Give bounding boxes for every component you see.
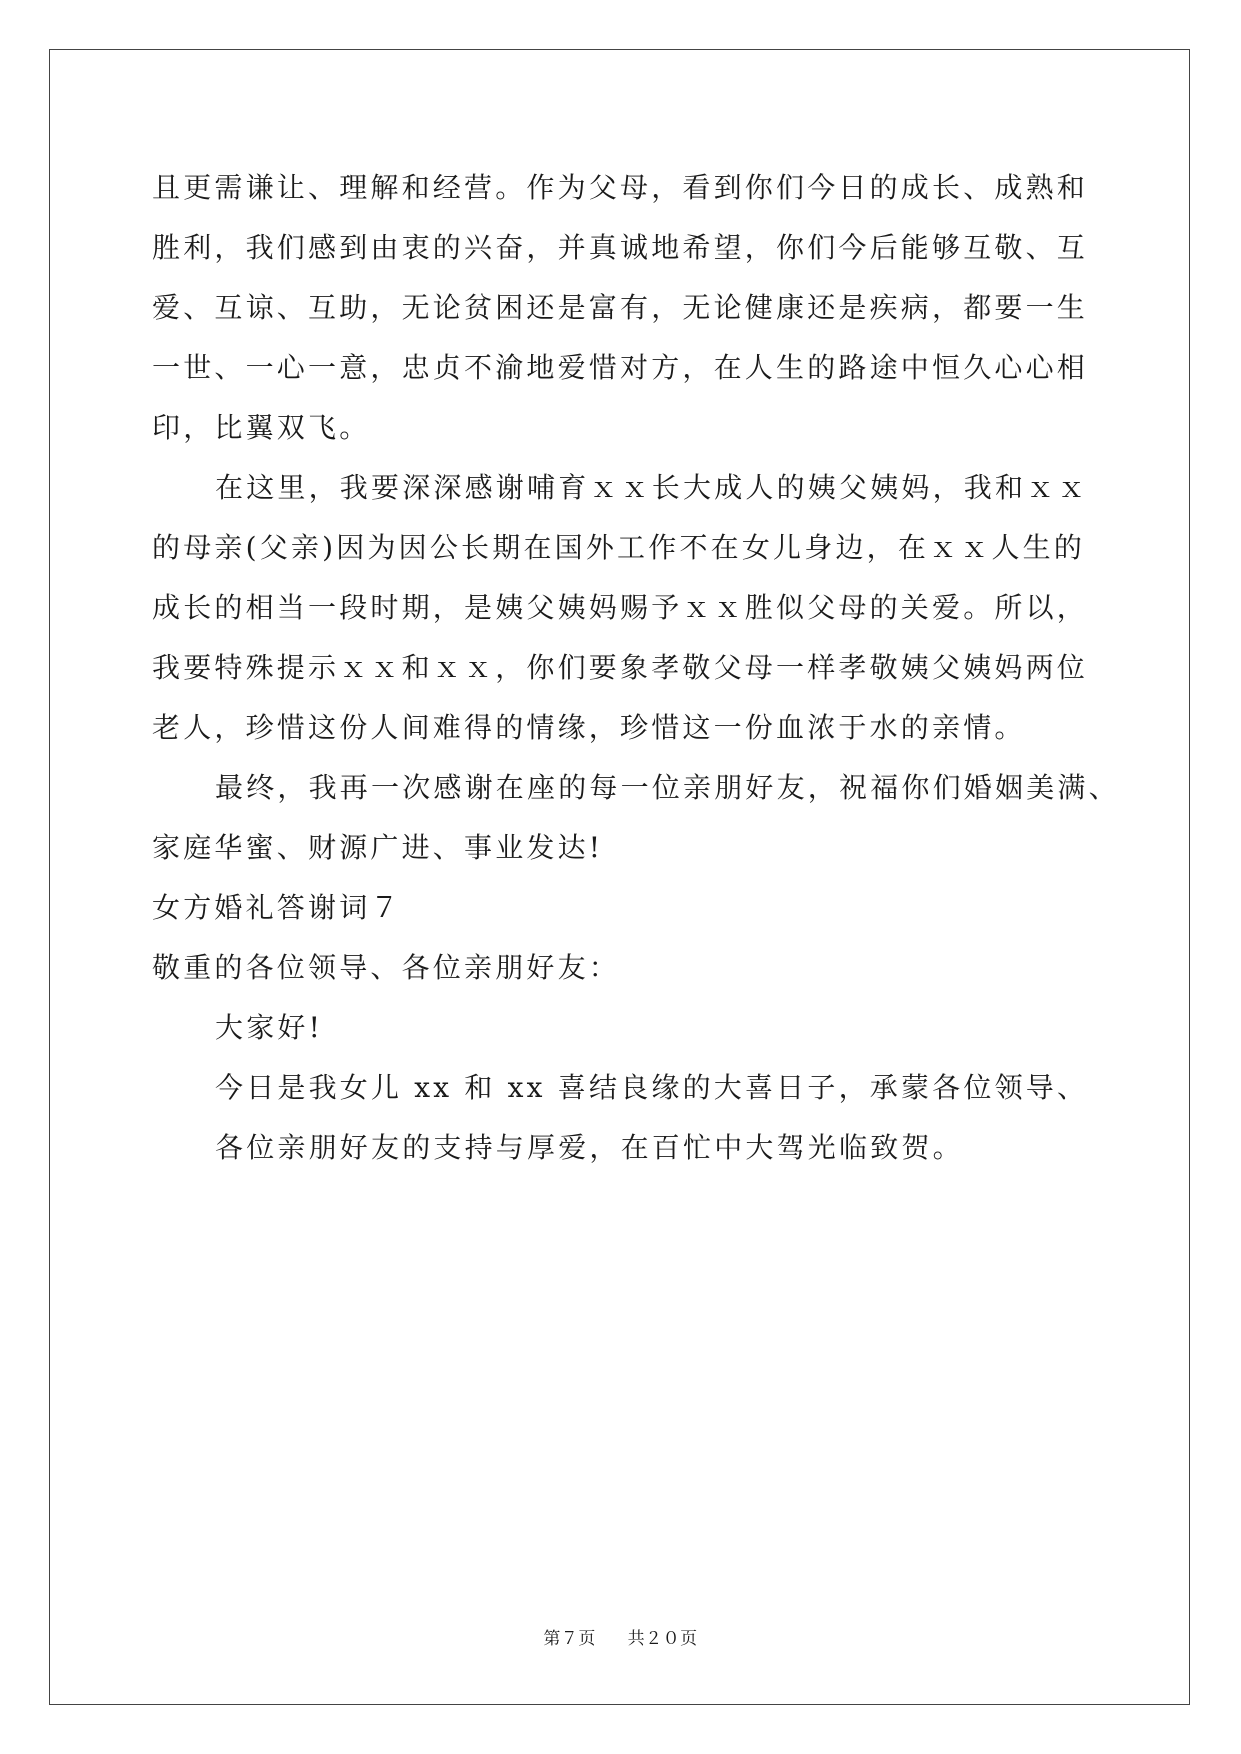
salutation-line: 敬重的各位领导、各位亲朋好友： [152, 951, 621, 984]
body-text-line: 家庭华蜜、财源广进、事业发达! [152, 831, 604, 864]
body-text-line: 胜利，我们感到由衷的兴奋，并真诚地希望，你们今后能够互敬、互 [152, 231, 1089, 264]
page-total: 共２０页 [627, 1629, 698, 1649]
body-text-line: 我要特殊提示ｘｘ和ｘｘ，你们要象孝敬父母一样孝敬姨父姨妈两位 [152, 651, 1089, 684]
body-text-line: 最终，我再一次感谢在座的每一位亲朋好友，祝福你们婚姻美满、 [215, 771, 1120, 804]
body-text-line: 且更需谦让、理解和经营。作为父母，看到你们今日的成长、成熟和 [152, 171, 1089, 204]
body-text-line: 一世、一心一意，忠贞不渝地爱惜对方，在人生的路途中恒久心心相 [152, 351, 1089, 384]
body-text-line: 爱、互谅、互助，无论贫困还是富有，无论健康还是疾病，都要一生 [152, 291, 1089, 324]
page-number: 第７页 [543, 1629, 596, 1649]
body-text-line: 老人，珍惜这份人间难得的情缘，珍惜这一份血浓于水的亲情。 [152, 711, 1026, 744]
section-heading: 女方婚礼答谢词７ [152, 891, 402, 924]
greeting-line: 大家好! [215, 1011, 324, 1044]
body-text-line: 在这里，我要深深感谢哺育ｘｘ长大成人的姨父姨妈，我和ｘｘ [215, 471, 1089, 504]
body-text-line: 成长的相当一段时期，是姨父姨妈赐予ｘｘ胜似父母的关爱。所以， [152, 591, 1089, 624]
body-text-line: 的母亲(父亲)因为因公长期在国外工作不在女儿身边，在ｘｘ人生的 [152, 531, 1086, 564]
body-text-line: 今日是我女儿 xx 和 xx 喜结良缘的大喜日子，承蒙各位领导、 [215, 1071, 1089, 1104]
body-text-line: 各位亲朋好友的支持与厚爱，在百忙中大驾光临致贺。 [215, 1131, 964, 1164]
body-text-line: 印，比翼双飞。 [152, 411, 371, 444]
page-footer [0, 1624, 1241, 1649]
